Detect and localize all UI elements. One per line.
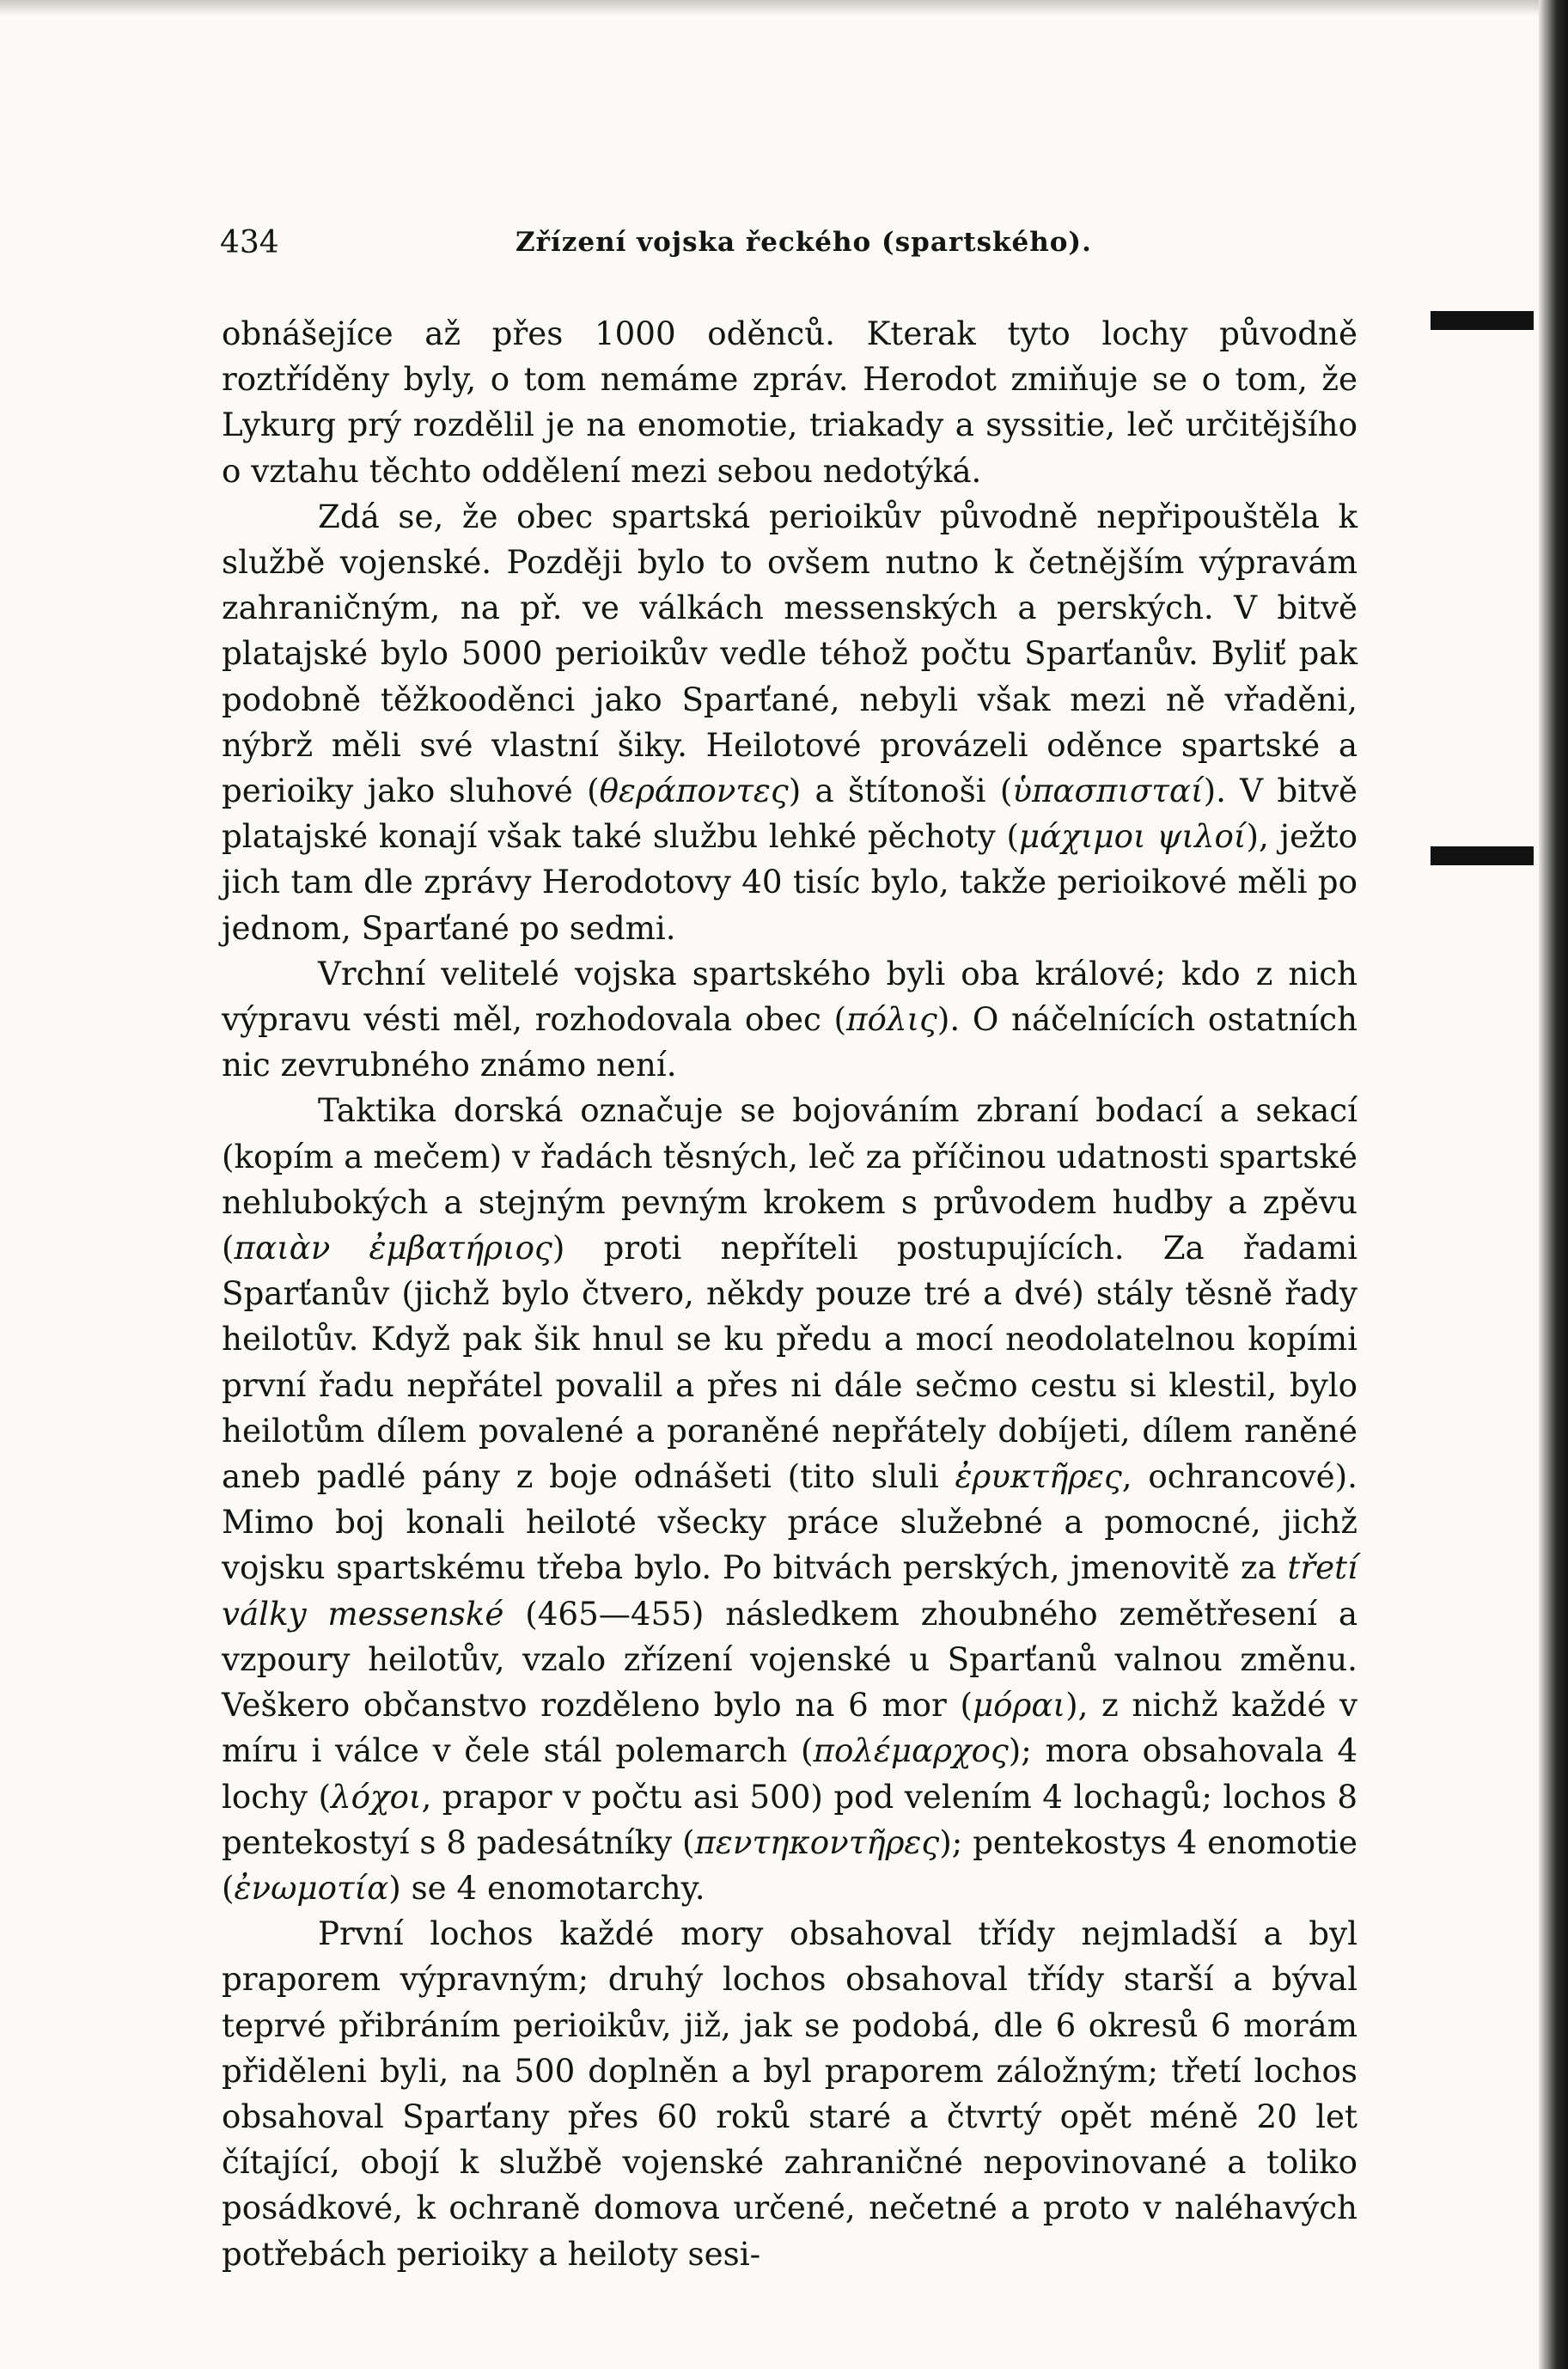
greek-term: πολέμαρχος xyxy=(813,1731,1009,1770)
scan-top-edge xyxy=(0,0,1568,15)
greek-term: παιὰν ἐμβατήριος xyxy=(234,1229,552,1267)
italic-phrase: třetí války messenské xyxy=(222,1548,1358,1633)
margin-mark xyxy=(1431,846,1534,865)
greek-term: ἐνωμοτία xyxy=(234,1868,389,1907)
greek-term: θεράποντες xyxy=(599,772,789,810)
text-run: ), ježto jich tam dle zprávy Herodotovy 40 tisíc bylo, takže perioikové měli po jednom, Sparťané po sedmi. xyxy=(222,817,1358,947)
greek-term: πόλις xyxy=(846,1000,937,1039)
text-run: ). V bitvě platajské konají však také službu lehké pěchoty ( xyxy=(222,772,1358,856)
page-number: 434 xyxy=(220,225,279,260)
margin-mark xyxy=(1431,311,1534,330)
text-run: (465—455) následkem zhoubného zemětřesení a vzpoury heilotův, vzalo zřízení vojenské u Sparťanů valnou změnu. Veškero občanstvo rozděleno bylo na 6 mor ( xyxy=(222,1594,1358,1725)
paragraph xyxy=(222,311,1358,494)
text-run: ), z nichž každé v míru i válce v čele stál polemarch ( xyxy=(222,1686,1358,1770)
text-run: ); pentekostys 4 enomotie ( xyxy=(222,1823,1358,1907)
greek-term: ὑπασπισταί xyxy=(1012,772,1204,810)
text-run: Vrchní velitelé vojska spartského byli oba králové; kdo z nich výpravu vésti měl, rozhodovala obec ( xyxy=(222,954,1358,1039)
greek-term: μάχιμοι ψιλοί xyxy=(1019,817,1247,856)
text-run: ); mora obsahovala 4 lochy ( xyxy=(222,1731,1358,1816)
text-run: ) a štítonoši ( xyxy=(788,772,1013,810)
running-head: Zřízení vojska řeckého (spartského). xyxy=(516,227,1092,258)
text-run: obnášejíce až přes 1000 oděnců. Kterak tyto lochy původně roztříděny byly, o tom nemáme zpráv. Herodot zmiňuje se o tom, že Lykurg prý rozdělil je na enomotie, triakady a syssitie, leč určitějšího o vztahu těchto oddělení mezi sebou nedotýká. xyxy=(222,314,1358,490)
body-text xyxy=(222,311,1358,2277)
text-run: ). O náčelnících ostatních nic zevrubného známo není. xyxy=(222,1000,1358,1084)
paragraph xyxy=(222,1911,1358,2277)
greek-term: λόχοι xyxy=(331,1777,422,1816)
text-run: ) se 4 enomotarchy. xyxy=(388,1868,705,1907)
text-run: Zdá se, že obec spartská perioikův původně nepřipouštěla k službě vojenské. Později bylo to ovšem nutno k četnějším výpravám zahraničným, na př. ve válkách messenských a perských. V bitvě platajské bylo 5000 perioikův vedle téhož počtu Sparťanův. Byliť pak podobně těžkooděnci jako Sparťané, nebyli však mezi ně vřaděni, nýbrž měli své vlastní šiky. Heilotové provázeli oděnce spartské a perioiky jako sluhové ( xyxy=(222,497,1358,810)
paragraph xyxy=(222,494,1358,951)
greek-term: ἐρυκτῆρες xyxy=(955,1457,1122,1496)
text-run: Taktika dorská označuje se bojováním zbraní bodací a sekací (kopím a mečem) v řadách těsných, leč za příčinou udatnosti spartské nehlubokých a stejným pevným krokem s průvodem hudby a zpěvu ( xyxy=(222,1091,1358,1267)
text-run: , ochrancové). Mimo boj konali heiloté všecky práce služebné a pomocné, jichž vojsku spartskému třeba bylo. Po bitvách perských, jmenovitě za xyxy=(222,1457,1358,1587)
text-run: ) proti nepříteli postupujících. Za řadami Sparťanův (jichž bylo čtvero, někdy pouze tré a dvé) stály těsně řady heilotův. Když pak šik hnul se ku předu a mocí neodolatelnou kopími první řadu nepřátel povalil a přes ni dále sečmo cestu si klestil, bylo heilotům dílem povalené a poraněné nepřátely dobíjeti, dílem raněné aneb padlé pány z boje odnášeti (tito sluli xyxy=(222,1229,1358,1496)
text-run: , prapor v počtu asi 500) pod velením 4 lochagů; lochos 8 pentekostyí s 8 padesátníky ( xyxy=(222,1777,1358,1861)
paragraph xyxy=(222,951,1358,1089)
scan-right-edge xyxy=(1539,0,1568,2369)
greek-term: μόραι xyxy=(973,1686,1066,1725)
text-run: První lochos každé mory obsahoval třídy nejmladší a byl praporem výpravným; druhý lochos obsahoval třídy starší a býval teprvé přibráním perioikův, již, jak se podobá, dle 6 okresů 6 morám přiděleni byli, na 500 doplněn a byl praporem záložným; třetí lochos obsahoval Sparťany přes 60 roků staré a čtvrtý opět méně 20 let čítající, obojí k službě vojenské zahraničné nepovinované a toliko posádkové, k ochraně domova určené, nečetné a proto v naléhavých potřebách perioiky a heiloty sesi- xyxy=(222,1914,1358,2273)
paragraph xyxy=(222,1088,1358,1911)
page-header xyxy=(220,225,1363,268)
greek-term: πεντηκοντῆρες xyxy=(694,1823,940,1861)
